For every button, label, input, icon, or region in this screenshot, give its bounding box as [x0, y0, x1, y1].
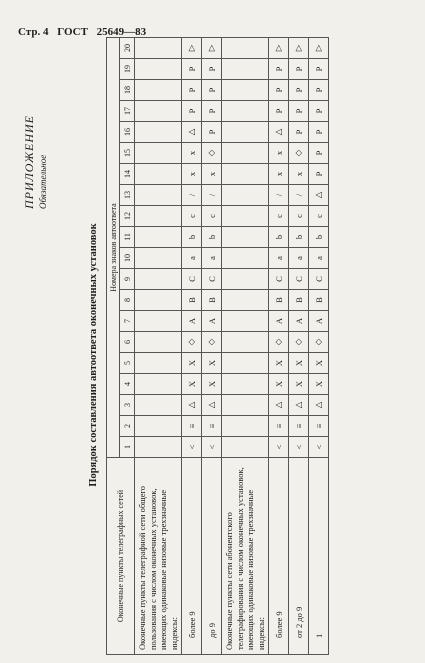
symbol-cell: P	[309, 164, 329, 185]
symbol-cell: P	[309, 59, 329, 80]
symbol-cell: △	[182, 395, 202, 416]
symbol-cell: ≡	[202, 416, 222, 437]
empty-cell	[135, 374, 182, 395]
symbol-cell: P	[202, 80, 222, 101]
symbol-cell: P	[202, 101, 222, 122]
empty-cell	[135, 290, 182, 311]
empty-cell	[222, 185, 269, 206]
column-number: 17	[120, 101, 135, 122]
empty-cell	[222, 269, 269, 290]
empty-cell	[222, 248, 269, 269]
symbol-cell: P	[289, 122, 309, 143]
empty-cell	[222, 38, 269, 59]
symbol-cell: A	[289, 311, 309, 332]
symbol-cell: x	[182, 164, 202, 185]
symbol-cell: ≡	[182, 416, 202, 437]
group-header: Номера знаков автоответа	[107, 38, 120, 458]
symbol-cell: B	[202, 290, 222, 311]
table-row	[269, 38, 289, 655]
column-number: 12	[120, 206, 135, 227]
standard-label: ГОСТ	[57, 26, 88, 38]
standard-number: 25649—83	[96, 26, 147, 38]
empty-cell	[135, 416, 182, 437]
empty-cell	[135, 332, 182, 353]
symbol-cell: X	[309, 353, 329, 374]
empty-cell	[222, 416, 269, 437]
empty-cell	[222, 290, 269, 311]
column-number: 14	[120, 164, 135, 185]
symbol-cell: X	[289, 353, 309, 374]
empty-cell	[135, 311, 182, 332]
empty-cell	[135, 353, 182, 374]
column-number: 1	[120, 437, 135, 458]
column-number: 5	[120, 353, 135, 374]
column-number: 11	[120, 227, 135, 248]
empty-cell	[135, 269, 182, 290]
symbol-cell: P	[309, 101, 329, 122]
symbol-cell: b	[269, 227, 289, 248]
symbol-cell: A	[202, 311, 222, 332]
column-number: 20	[120, 38, 135, 59]
symbol-cell: X	[289, 374, 309, 395]
symbol-cell: C	[309, 269, 329, 290]
section-description-row	[222, 38, 269, 655]
empty-cell	[135, 122, 182, 143]
symbol-cell: P	[269, 59, 289, 80]
empty-cell	[222, 206, 269, 227]
appendix-title: ПРИЛОЖЕНИЕ	[22, 115, 36, 209]
symbol-cell: ◇	[309, 332, 329, 353]
empty-cell	[222, 311, 269, 332]
symbol-cell: /	[202, 185, 222, 206]
empty-cell	[222, 101, 269, 122]
empty-cell	[222, 437, 269, 458]
empty-cell	[222, 80, 269, 101]
empty-cell	[222, 395, 269, 416]
symbol-cell: x	[202, 164, 222, 185]
symbol-cell: b	[182, 227, 202, 248]
empty-cell	[135, 38, 182, 59]
symbol-cell: b	[289, 227, 309, 248]
empty-cell	[222, 164, 269, 185]
symbol-cell: ▷	[202, 38, 222, 59]
table-body	[135, 38, 329, 655]
column-number: 10	[120, 248, 135, 269]
symbol-cell: C	[202, 269, 222, 290]
empty-cell	[222, 332, 269, 353]
empty-cell	[222, 353, 269, 374]
symbol-cell: a	[269, 248, 289, 269]
symbol-cell: ◇	[269, 332, 289, 353]
symbol-cell: B	[309, 290, 329, 311]
symbol-cell: ≡	[269, 416, 289, 437]
empty-cell	[222, 143, 269, 164]
symbol-cell: P	[269, 101, 289, 122]
symbol-cell: <	[269, 437, 289, 458]
empty-cell	[222, 227, 269, 248]
symbol-cell: △	[309, 185, 329, 206]
symbol-cell: ▷	[182, 38, 202, 59]
row-label: 1	[309, 458, 329, 655]
symbol-cell: <	[289, 437, 309, 458]
symbol-cell: x	[269, 143, 289, 164]
symbol-cell: X	[202, 374, 222, 395]
symbol-cell: P	[202, 59, 222, 80]
symbol-cell: X	[182, 353, 202, 374]
symbol-cell: a	[309, 248, 329, 269]
symbol-cell: /	[182, 185, 202, 206]
symbol-cell: C	[289, 269, 309, 290]
symbol-cell: ◇	[182, 332, 202, 353]
symbol-cell: B	[269, 290, 289, 311]
symbol-cell: a	[289, 248, 309, 269]
symbol-cell: P	[309, 143, 329, 164]
autoanswer-table	[106, 37, 329, 655]
symbol-cell: P	[182, 59, 202, 80]
symbol-cell: △	[309, 395, 329, 416]
symbol-cell: a	[202, 248, 222, 269]
symbol-cell: <	[202, 437, 222, 458]
empty-cell	[222, 59, 269, 80]
symbol-cell: △	[182, 122, 202, 143]
symbol-cell: x	[289, 164, 309, 185]
empty-cell	[135, 143, 182, 164]
column-number: 19	[120, 59, 135, 80]
symbol-cell: B	[182, 290, 202, 311]
table-row	[202, 38, 222, 655]
symbol-cell: c	[182, 206, 202, 227]
symbol-cell: ◇	[289, 143, 309, 164]
row-label: более 9	[269, 458, 289, 655]
empty-cell	[135, 206, 182, 227]
symbol-cell: ◇	[289, 332, 309, 353]
symbol-cell: C	[269, 269, 289, 290]
symbol-cell: P	[309, 80, 329, 101]
empty-cell	[135, 164, 182, 185]
symbol-cell: △	[269, 122, 289, 143]
symbol-cell: △	[269, 395, 289, 416]
symbol-cell: b	[202, 227, 222, 248]
symbol-cell: ▷	[289, 38, 309, 59]
symbol-cell: ▷	[309, 38, 329, 59]
symbol-cell: c	[289, 206, 309, 227]
column-number: 18	[120, 80, 135, 101]
empty-cell	[135, 185, 182, 206]
symbol-cell: b	[309, 227, 329, 248]
symbol-cell: x	[182, 143, 202, 164]
column-number: 3	[120, 395, 135, 416]
table-row	[182, 38, 202, 655]
empty-cell	[135, 248, 182, 269]
symbol-cell: c	[202, 206, 222, 227]
left-header: Оконечные пункты телеграфных сетей	[107, 458, 135, 655]
symbol-cell: A	[309, 311, 329, 332]
symbol-cell: P	[309, 122, 329, 143]
symbol-cell: <	[182, 437, 202, 458]
symbol-cell: P	[289, 80, 309, 101]
symbol-cell: X	[269, 374, 289, 395]
appendix-subtitle: Обязательное	[38, 154, 48, 209]
symbol-cell: B	[289, 290, 309, 311]
symbol-cell: /	[269, 185, 289, 206]
empty-cell	[222, 374, 269, 395]
symbol-cell: X	[269, 353, 289, 374]
symbol-cell: X	[182, 374, 202, 395]
section-description-row	[135, 38, 182, 655]
symbol-cell: △	[202, 395, 222, 416]
column-number: 15	[120, 143, 135, 164]
symbol-cell: ≡	[309, 416, 329, 437]
symbol-cell: X	[202, 353, 222, 374]
empty-cell	[135, 437, 182, 458]
symbol-cell: ▷	[269, 38, 289, 59]
symbol-cell: ◇	[202, 332, 222, 353]
symbol-cell: a	[182, 248, 202, 269]
row-label: от 2 до 9	[289, 458, 309, 655]
empty-cell	[135, 80, 182, 101]
symbol-cell: x	[269, 164, 289, 185]
section-description: Оконечные пункты телеграфной сети общего пользования с числом оконечных установок, имеющих одинаковые низовые трехзначные индексы:	[135, 458, 182, 655]
symbol-cell: c	[269, 206, 289, 227]
symbol-cell: A	[182, 311, 202, 332]
section-description: Оконечные пункты сети абонентского телеграфирования с числом оконечных установок, имеющих одинаковые низовые трехзначные индексы:	[222, 458, 269, 655]
table-title: Порядок составления автоответа оконечных установок	[88, 223, 99, 487]
symbol-cell: ◇	[202, 143, 222, 164]
empty-cell	[135, 59, 182, 80]
page-number: Стр. 4	[18, 26, 49, 38]
column-number: 16	[120, 122, 135, 143]
column-number: 9	[120, 269, 135, 290]
symbol-cell: A	[269, 311, 289, 332]
column-number: 6	[120, 332, 135, 353]
symbol-cell: /	[289, 185, 309, 206]
symbol-cell: C	[182, 269, 202, 290]
symbol-cell: △	[289, 395, 309, 416]
symbol-cell: X	[309, 374, 329, 395]
symbol-cell: c	[309, 206, 329, 227]
empty-cell	[135, 227, 182, 248]
symbol-cell: P	[182, 80, 202, 101]
column-number: 7	[120, 311, 135, 332]
column-number: 2	[120, 416, 135, 437]
empty-cell	[135, 101, 182, 122]
row-label: до 9	[202, 458, 222, 655]
column-number: 4	[120, 374, 135, 395]
column-number: 8	[120, 290, 135, 311]
symbol-cell: P	[289, 59, 309, 80]
symbol-cell: P	[182, 101, 202, 122]
symbol-cell: P	[269, 80, 289, 101]
table-row	[289, 38, 309, 655]
symbol-cell: ≡	[289, 416, 309, 437]
empty-cell	[222, 122, 269, 143]
row-label: более 9	[182, 458, 202, 655]
column-number: 13	[120, 185, 135, 206]
symbol-cell: <	[309, 437, 329, 458]
symbol-cell: P	[202, 122, 222, 143]
symbol-cell: P	[289, 101, 309, 122]
empty-cell	[135, 395, 182, 416]
table-row	[309, 38, 329, 655]
